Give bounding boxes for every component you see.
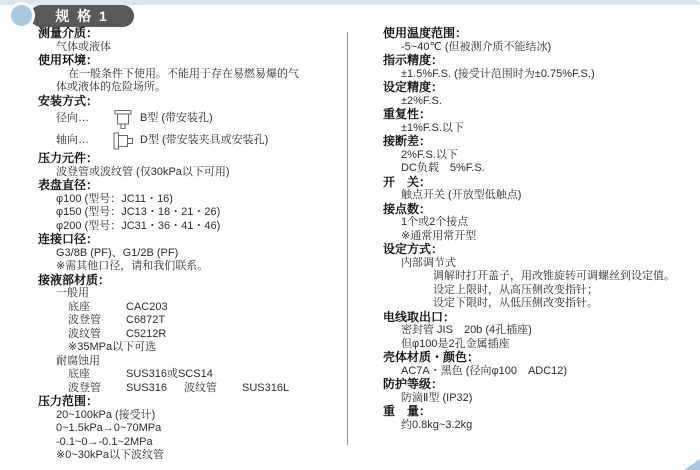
mount-type-desc: B型 (带安装孔): [140, 112, 213, 125]
spec-line: ±2%F.S.: [401, 94, 442, 107]
spec-line: 调解时打开盖子，用改锥旋转可调螺丝到设定值。: [433, 270, 675, 282]
axial-mount-icon: [106, 132, 140, 150]
spec-line: 密封管 JIS 20b (4孔插座): [401, 324, 532, 336]
spec-line: 体或液体的危险场所。: [56, 81, 166, 93]
spec-line: G3/8B (PF)、G1/2B (PF): [56, 246, 179, 259]
spec-line: ※0~30kPa以下波纹管: [56, 449, 164, 461]
spec-section: [38, 274, 340, 396]
spec-section: [38, 27, 340, 54]
spec-line: 耐腐蚀用: [56, 354, 100, 367]
spec-line: 波登管或波纹管 (仅30kPa以下可用): [56, 165, 230, 178]
spec-line: ※35MPa以下可选: [68, 341, 157, 353]
spec-heading: 防护等级：: [383, 377, 444, 391]
spec-line: 约0.8kg~3.2kg: [401, 418, 473, 431]
spec-line: ※通常用常开型: [401, 229, 477, 242]
spec-heading: 设定方式：: [383, 242, 444, 256]
mount-type-desc: D型 (带安装夹具或安装孔): [140, 134, 269, 147]
spec-section: [383, 135, 693, 176]
spec-line: -0.1~0→-0.1~2MPa: [56, 435, 153, 448]
spec-col: 波登管: [68, 314, 101, 326]
spec-line: 在一般条件下使用。不能用于存在易燃易爆的气: [68, 67, 299, 80]
right-column: [383, 27, 693, 432]
spec-line: [38, 314, 340, 328]
spec-section: [383, 311, 693, 352]
spec-heading: 开 关：: [383, 174, 432, 189]
spec-col: 底座: [68, 368, 90, 380]
spec-section: [383, 405, 693, 432]
spec-line: 20~100kPa (接受计): [56, 408, 156, 421]
spec-col: 底座: [68, 300, 90, 313]
mount-type-row: [38, 108, 340, 130]
spec-heading: 使用温度范围：: [383, 26, 468, 40]
spec-line: 一般用: [56, 287, 89, 299]
spec-section: [38, 152, 340, 179]
spec-heading: 测量介质：: [38, 26, 99, 40]
spec-heading: 连接口径：: [38, 232, 99, 246]
spec-heading: 使用环境：: [38, 53, 99, 67]
spec-heading: 安装方式：: [38, 93, 99, 108]
spec-col: SUS316L: [242, 381, 290, 394]
spec-col: C6872T: [126, 314, 166, 326]
spec-heading: 壳体材质・颜色：: [383, 350, 480, 364]
spec-col: 波纹管: [68, 327, 101, 340]
spec-line: [38, 328, 340, 342]
spec-line: 触点开关 (开放型低触点): [401, 189, 522, 201]
spec-heading: 接液部材质：: [38, 272, 111, 287]
spec-heading: 压力元件：: [38, 151, 99, 165]
column-divider: [347, 32, 348, 445]
spec-line: φ150 (型号：JC13・18・21・26): [56, 206, 221, 218]
spec-section: [383, 351, 693, 378]
left-column: [38, 27, 340, 463]
spec-line: [38, 382, 340, 396]
header-circle-icon: [8, 2, 35, 29]
spec-section: [383, 108, 693, 135]
spec-col: SUS316: [126, 381, 167, 394]
spec-section: [383, 203, 693, 244]
spec-heading: 指示精度：: [383, 53, 444, 67]
spec-line: DC负载 5%F.S.: [401, 162, 485, 174]
spec-section: [38, 233, 340, 274]
spec-line: 但φ100是2孔金属插座: [401, 337, 510, 350]
spec-section: [38, 95, 340, 153]
spec-heading: 重复性：: [383, 107, 432, 121]
spec-line: φ100 (型号：JC11・16): [56, 192, 173, 205]
spec-section: [38, 179, 340, 233]
spec-line: [38, 368, 340, 382]
page-corner-decoration: [684, 459, 700, 470]
spec-section: [383, 27, 693, 54]
spec-col: 波纹管: [184, 381, 217, 394]
spec-line: 气体或液体: [56, 40, 111, 53]
spec-line: [38, 301, 340, 315]
spec-section: [383, 176, 693, 203]
mount-type-row: [38, 130, 340, 152]
section-title-badge: [30, 5, 134, 27]
page-title: 规 格 1: [55, 8, 109, 24]
spec-line: AC7A・黑色 (径向φ100 ADC12): [401, 364, 568, 377]
spec-line: 设定下限时，从低压侧改变指针。: [433, 297, 598, 309]
mount-direction-label: 轴向…: [56, 134, 89, 147]
spec-col: CAC203: [126, 300, 168, 313]
spec-line: ※需其他口径，请和我们联系。: [56, 260, 209, 272]
spec-line: 2%F.S.以下: [401, 148, 458, 161]
spec-line: 内部调节式: [401, 256, 456, 269]
spec-heading: 电线取出口：: [383, 309, 456, 324]
spec-section: [38, 395, 340, 463]
spec-heading: 接断差：: [383, 134, 432, 148]
mount-direction-label: 径向…: [56, 112, 89, 125]
spec-heading: 压力范围：: [38, 394, 99, 408]
spec-line: 0~1.5kPa→0~70MPa: [56, 422, 162, 434]
spec-line: ±1.5%F.S. (接受计范围时为±0.75%F.S.): [401, 67, 595, 80]
spec-col: C5212R: [126, 327, 167, 340]
spec-line: ±1%F.S.以下: [401, 121, 464, 134]
spec-heading: 设定精度：: [383, 80, 444, 94]
spec-line: φ200 (型号：JC31・36・41・46): [56, 219, 221, 232]
spec-line: 1个或2个接点: [401, 216, 469, 228]
spec-section: [383, 81, 693, 108]
spec-section: [383, 243, 693, 311]
spec-line: 防滴Ⅱ型 (IP32): [401, 391, 473, 404]
spec-col: SUS316或SCS14: [126, 368, 213, 380]
spec-section: [383, 378, 693, 405]
spec-heading: 表盘直径：: [38, 178, 99, 192]
spec-section: [383, 54, 693, 81]
spec-line: 设定上限时，从高压侧改变指针；: [433, 283, 598, 296]
spec-line: -5~40℃ (但被测介质不能结冰): [401, 40, 552, 53]
spec-heading: 接点数：: [383, 201, 432, 216]
spec-col: 波登管: [68, 381, 101, 394]
spec-section: [38, 54, 340, 95]
spec-heading: 重 量：: [383, 404, 432, 418]
radial-mount-icon: [106, 109, 140, 130]
